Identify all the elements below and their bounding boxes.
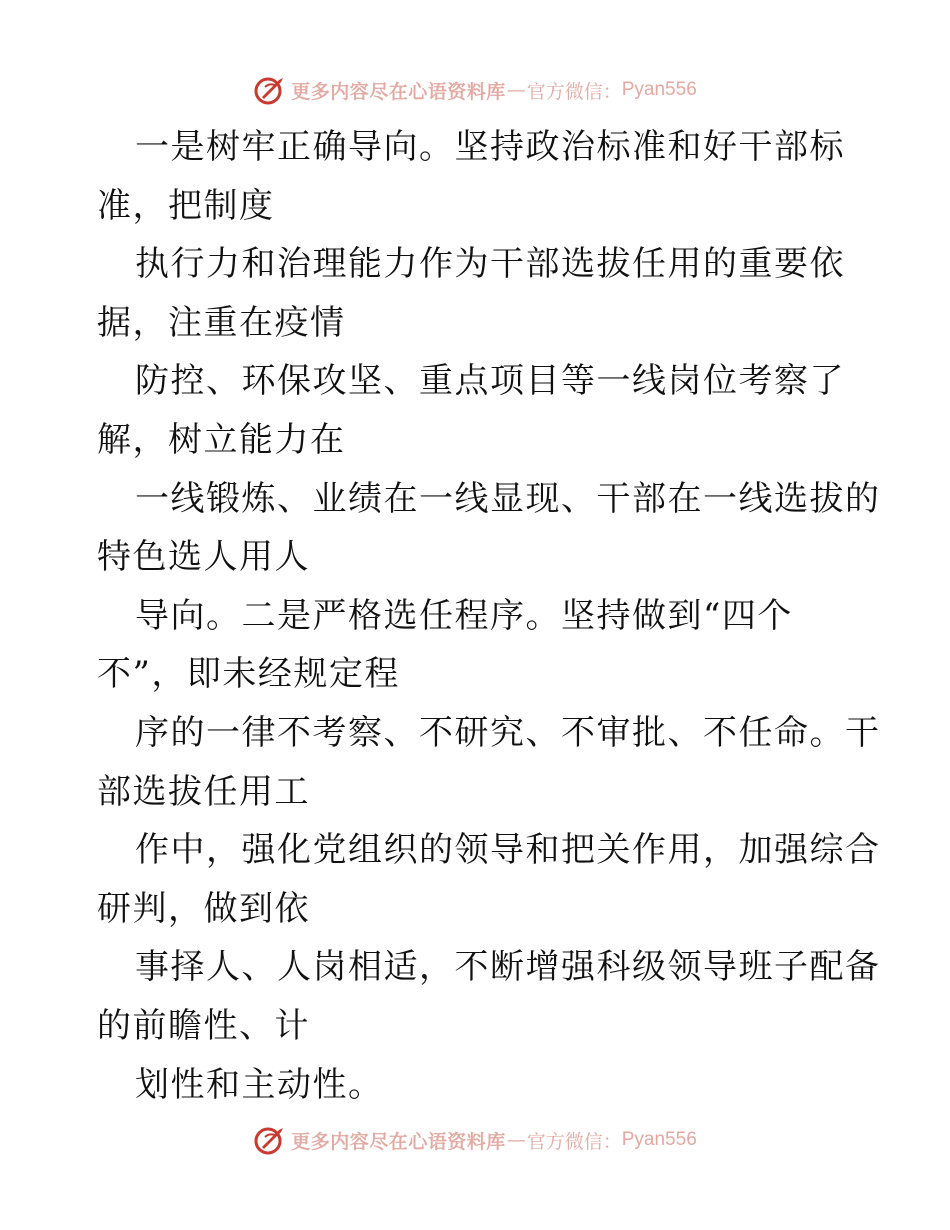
body-line: 的前瞻性、计 xyxy=(97,1005,310,1046)
watermark-wechat-id: Pyan556 xyxy=(621,1129,697,1150)
body-line: 事择人、人岗相适，不断增强科级领导班子配备 xyxy=(135,947,881,988)
watermark-text: 更多内容尽在心语资料库 xyxy=(291,1130,506,1153)
body-line: 不”，即未经规定程 xyxy=(97,654,400,695)
body-line: 防控、环保攻坚、重点项目等一线岗位考察了 xyxy=(135,361,845,402)
body-line: 解，树立能力在 xyxy=(97,419,346,460)
watermark-official-label: 官方微信： xyxy=(526,80,622,103)
body-line: 序的一律不考察、不研究、不审批、不任命。干 xyxy=(135,712,881,753)
body-line: 部选拔任用工 xyxy=(97,771,310,812)
body-line: 导向。二是严格选任程序。坚持做到“四个 xyxy=(135,595,793,636)
body-line: 划性和主动性。 xyxy=(135,1064,384,1105)
watermark-text: 更多内容尽在心语资料库 xyxy=(291,80,506,103)
watermark-dash: — xyxy=(506,1129,526,1151)
body-line: 据，注重在疫情 xyxy=(97,302,346,343)
body-line: 准，把制度 xyxy=(97,185,275,226)
body-line: 研判，做到依 xyxy=(97,888,310,929)
document-body xyxy=(97,118,881,1114)
body-line: 一是树牢正确导向。坚持政治标准和好干部标 xyxy=(135,127,845,167)
body-line: 特色选人用人 xyxy=(97,537,310,578)
body-line: 执行力和治理能力作为干部选拔任用的重要依 xyxy=(135,244,845,285)
header-watermark xyxy=(0,70,950,110)
watermark-dash: — xyxy=(506,79,526,101)
quill-seal-icon xyxy=(253,73,287,107)
body-line: 一线锻炼、业绩在一线显现、干部在一线选拔的 xyxy=(135,478,881,519)
body-line: 作中，强化党组织的领导和把关作用，加强综合 xyxy=(135,830,881,871)
watermark-official-label: 官方微信： xyxy=(526,1130,622,1153)
footer-watermark xyxy=(0,1120,950,1160)
watermark-wechat-id: Pyan556 xyxy=(621,79,697,100)
quill-seal-icon xyxy=(253,1123,287,1157)
